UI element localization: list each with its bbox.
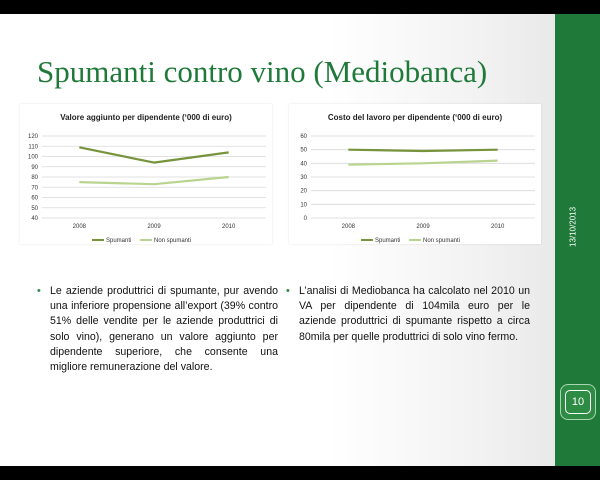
page-number: 10	[565, 390, 591, 414]
chart-svg	[20, 104, 272, 244]
y-tick-label: 40	[300, 161, 307, 168]
x-tick-label: 2009	[416, 224, 430, 230]
bullet-marker: •	[37, 285, 41, 297]
y-tick-label: 10	[300, 202, 307, 209]
y-tick-label: 50	[31, 205, 38, 212]
bullet-left	[37, 284, 278, 375]
chart-svg	[289, 104, 541, 244]
bullet-marker: •	[286, 285, 290, 297]
x-tick-label: 2008	[72, 224, 87, 230]
y-tick-label: 40	[31, 216, 38, 222]
y-tick-label: 120	[27, 134, 38, 140]
chart-costo-lavoro	[289, 104, 541, 244]
y-tick-label: 90	[31, 164, 38, 171]
x-tick-label: 2008	[341, 224, 356, 230]
x-tick-label: 2009	[147, 224, 161, 230]
legend-label: Non spumanti	[423, 238, 461, 244]
y-tick-label: 60	[300, 134, 307, 140]
y-tick-label: 20	[300, 188, 307, 195]
series-line-non-spumanti	[79, 177, 228, 184]
series-line-spumanti	[79, 147, 228, 162]
slide-date: 13/10/2013	[568, 206, 578, 248]
x-tick-label: 2010	[490, 224, 505, 230]
chart-title: Costo del lavoro per dipendente (‘000 di euro)	[327, 113, 503, 122]
series-line-non-spumanti	[348, 161, 497, 165]
legend-label: Spumanti	[106, 238, 132, 244]
legend-label: Non spumanti	[154, 238, 192, 244]
y-tick-label: 0	[303, 216, 307, 222]
chart-valore-aggiunto	[20, 104, 272, 244]
y-tick-label: 80	[31, 175, 38, 181]
y-tick-label: 100	[27, 154, 38, 161]
y-tick-label: 60	[31, 195, 38, 202]
bullet-text: Le aziende produttrici di spumante, pur avendo una inferiore propensione all’export (39% contro 51% delle vendite per le aziende produttrici di solo vino), generano un valore aggiunto per dipendente superiore, che consente una migliore remunerazione del valore.	[50, 285, 278, 374]
slide	[0, 14, 600, 466]
chart-title: Valore aggiunto per dipendente (‘000 di euro)	[60, 113, 232, 122]
bullet-right	[286, 284, 530, 345]
y-tick-label: 30	[300, 175, 307, 181]
page-number-box	[560, 384, 596, 420]
bullet-text: L’analisi di Mediobanca ha calcolato nel 2010 un VA per dipendente di 104mila euro per le aziende produttrici di spumante rispetto a circa 80mila per quelle produttrici di solo vino fermo.	[299, 285, 530, 343]
y-tick-label: 50	[300, 147, 307, 154]
y-tick-label: 70	[31, 185, 38, 192]
slide-title: Spumanti contro vino (Mediobanca)	[37, 54, 488, 89]
legend-label: Spumanti	[375, 238, 401, 244]
y-tick-label: 110	[28, 144, 38, 151]
x-tick-label: 2010	[221, 224, 236, 230]
